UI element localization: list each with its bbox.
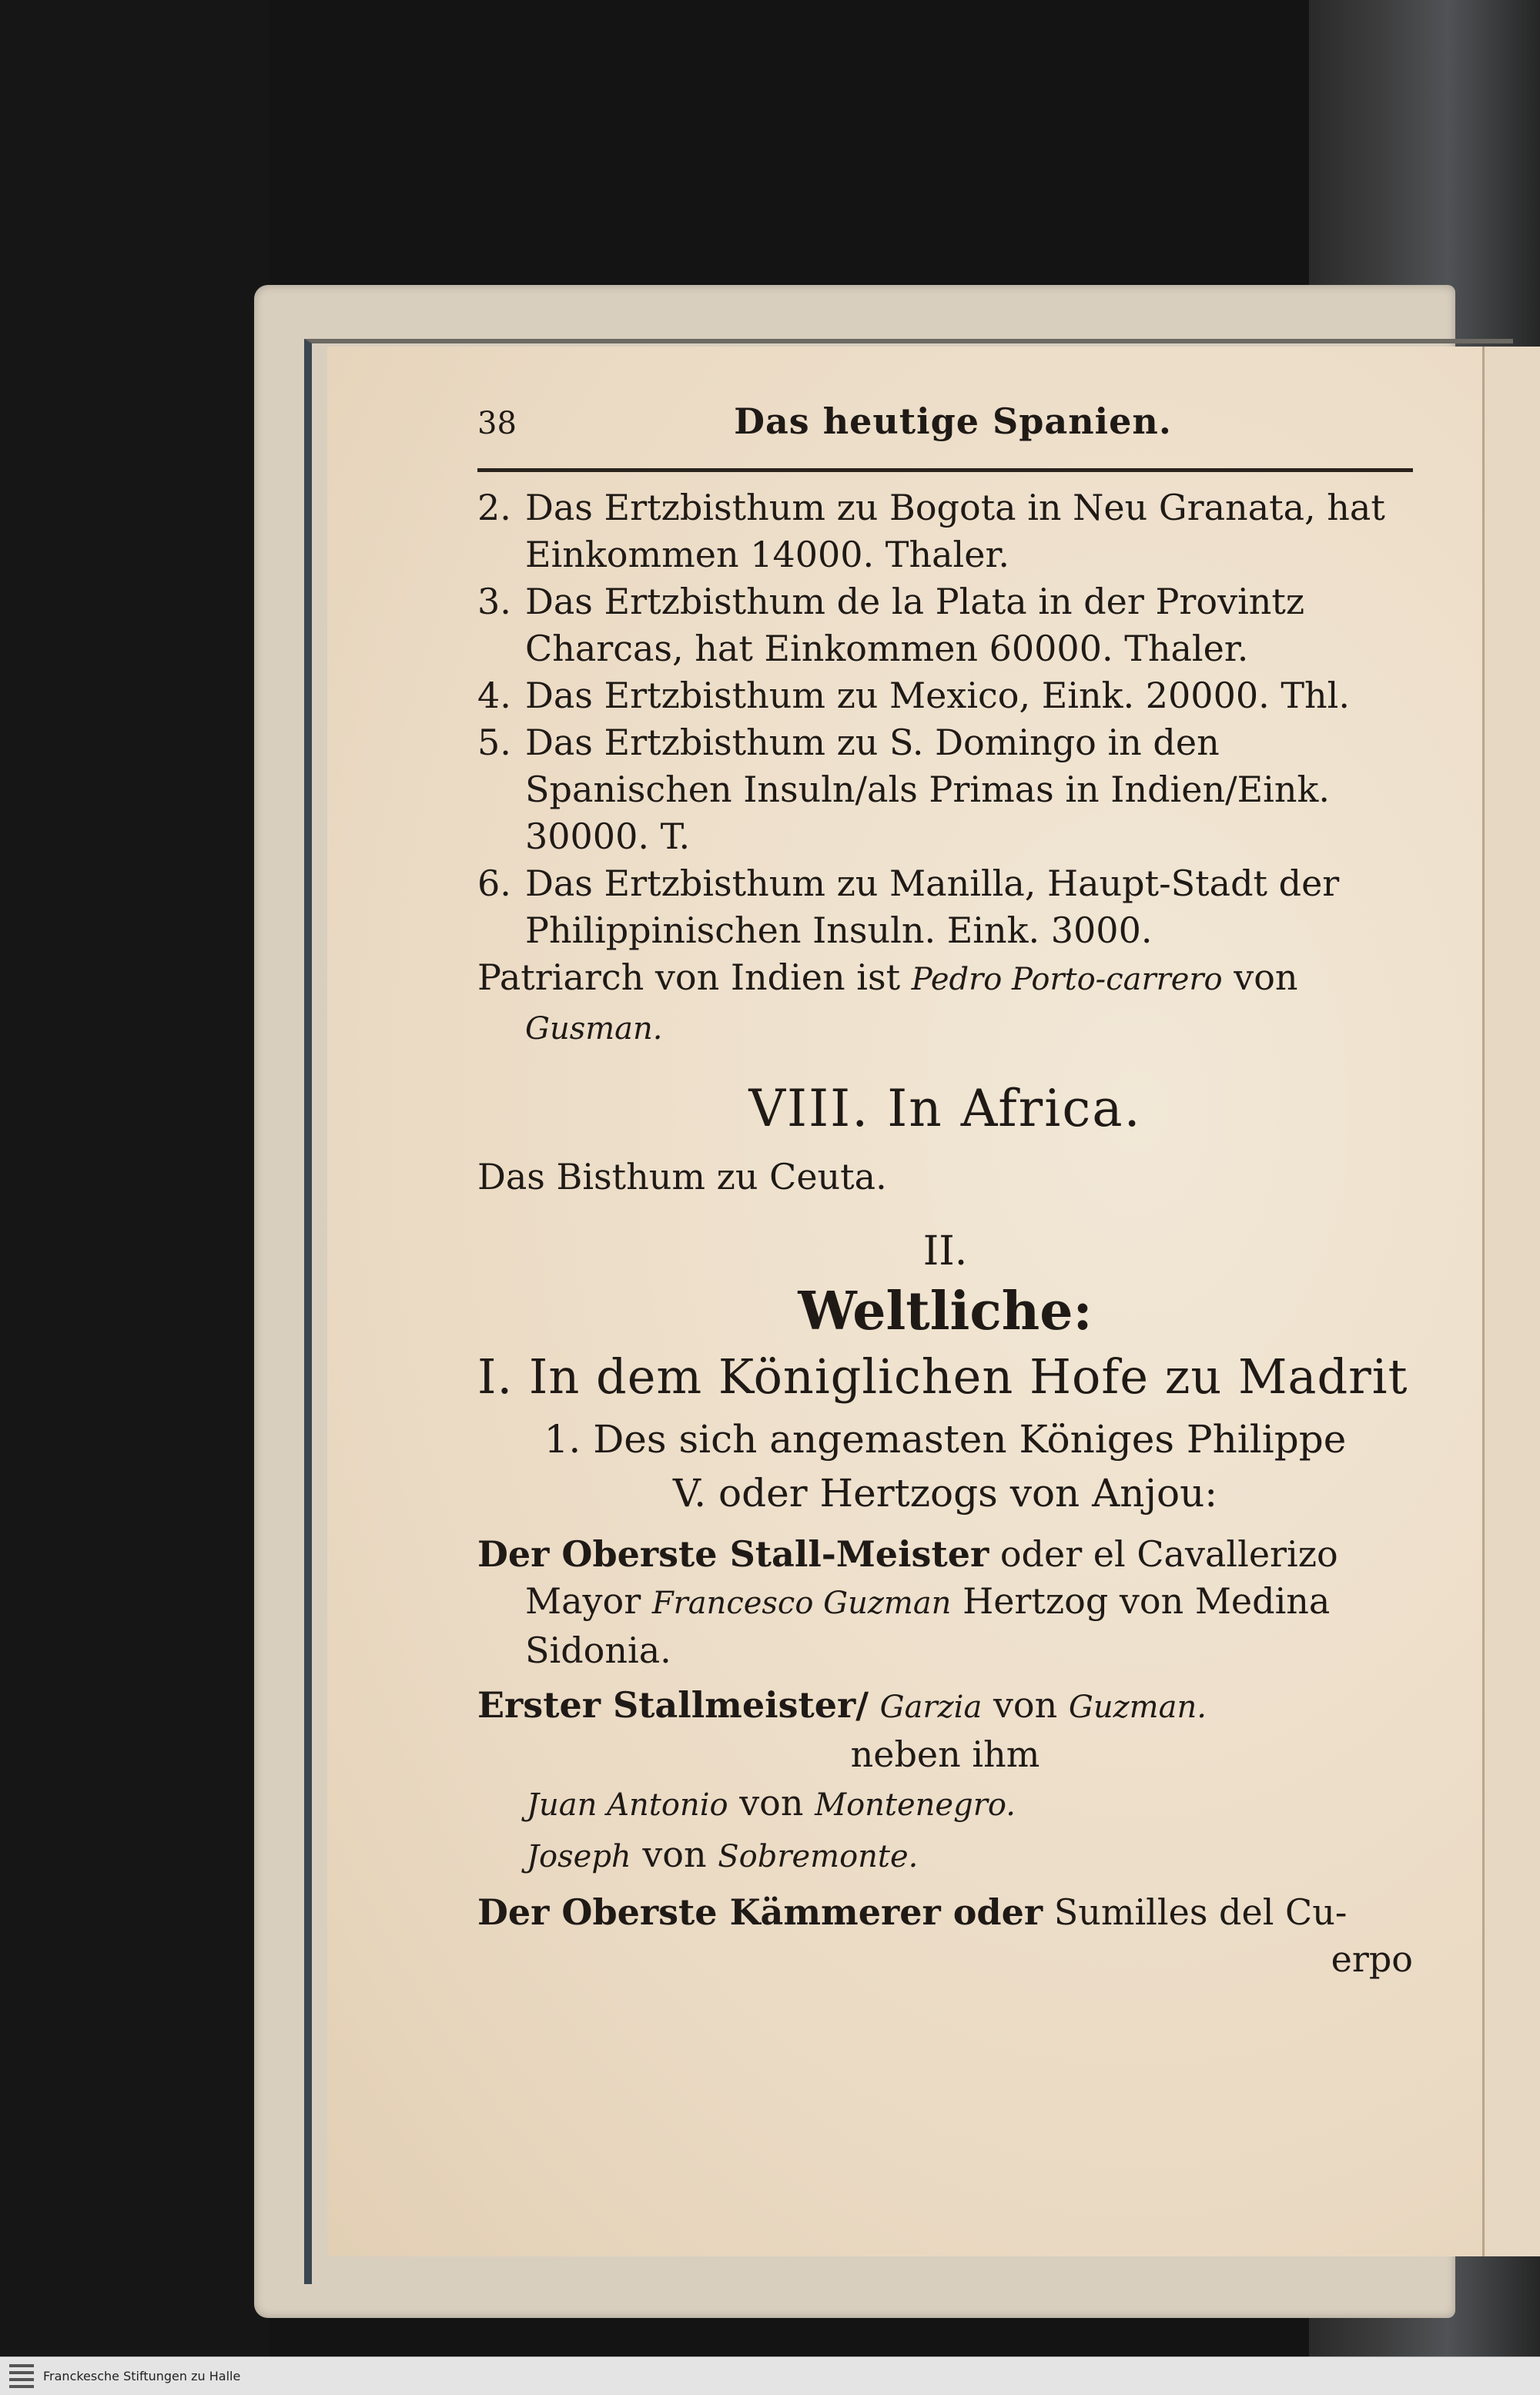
list-item: 4. Das Ertzbisthum zu Mexico, Eink. 20000. Thl. (477, 675, 1350, 716)
running-head: Das heutige Spanien. (734, 400, 1172, 442)
africa-line: Das Bisthum zu Ceuta. (477, 1156, 887, 1198)
patriarch-line: Patriarch von Indien ist Pedro Porto-carrero von Gusman. (477, 956, 1298, 1047)
footer-credit: Franckesche Stiftungen zu Halle (43, 2369, 241, 2383)
page-number: 38 (477, 406, 517, 441)
office-first-stallmeister: Erster Stallmeister/ Garzia von Guzman. (477, 1684, 1207, 1726)
neben-ihm: neben ihm (850, 1733, 1040, 1775)
office-kaemmerer: Der Oberste Kämmerer oder Sumilles del Cu- (477, 1891, 1348, 1933)
list-item: 3. Das Ertzbisthum de la Plata in der Provintz Charcas, hat Einkommen 60000. Thaler. (477, 581, 1305, 669)
background-left (0, 0, 270, 2356)
page-content (477, 400, 1413, 1983)
page-header (477, 400, 1413, 462)
part-heading: Weltliche: (798, 1281, 1093, 1342)
subsection-line-1: 1. Des sich angemasten Königes Philippe (544, 1417, 1347, 1462)
person-line: Juan Antonio von Montenegro. (527, 1782, 1016, 1824)
header-rule (477, 468, 1413, 472)
person-line: Joseph von Sobremonte. (527, 1834, 919, 1875)
book-page (327, 347, 1482, 2256)
section-heading-africa: VIII. In Africa. (748, 1079, 1142, 1138)
list-item: 2. Das Ertzbisthum zu Bogota in Neu Granata, hat Einkommen 14000. Thaler. (477, 487, 1385, 575)
institution-logo-icon (9, 2364, 34, 2389)
footer-bar (0, 2356, 1540, 2395)
catchword: erpo (1331, 1938, 1413, 1980)
list-item: 5. Das Ertzbisthum zu S. Domingo in den Spanischen Insuln/als Primas in Indien/Eink. 30000. T. (477, 722, 1331, 857)
list-item: 6. Das Ertzbisthum zu Manilla, Haupt-Stadt der Philippinischen Insuln. Eink. 3000. (477, 863, 1340, 951)
office-stallmeister: Der Oberste Stall-Meister oder el Cavallerizo Mayor Francesco Guzman Hertzog von Medina Sidonia. (477, 1533, 1338, 1671)
subheading: I. In dem Königlichen Hofe zu Madrit (477, 1348, 1408, 1405)
subsection-line-2: V. oder Hertzogs von Anjou: (672, 1471, 1218, 1516)
part-number: II. (922, 1228, 968, 1275)
facing-page-edge (1482, 347, 1540, 2256)
